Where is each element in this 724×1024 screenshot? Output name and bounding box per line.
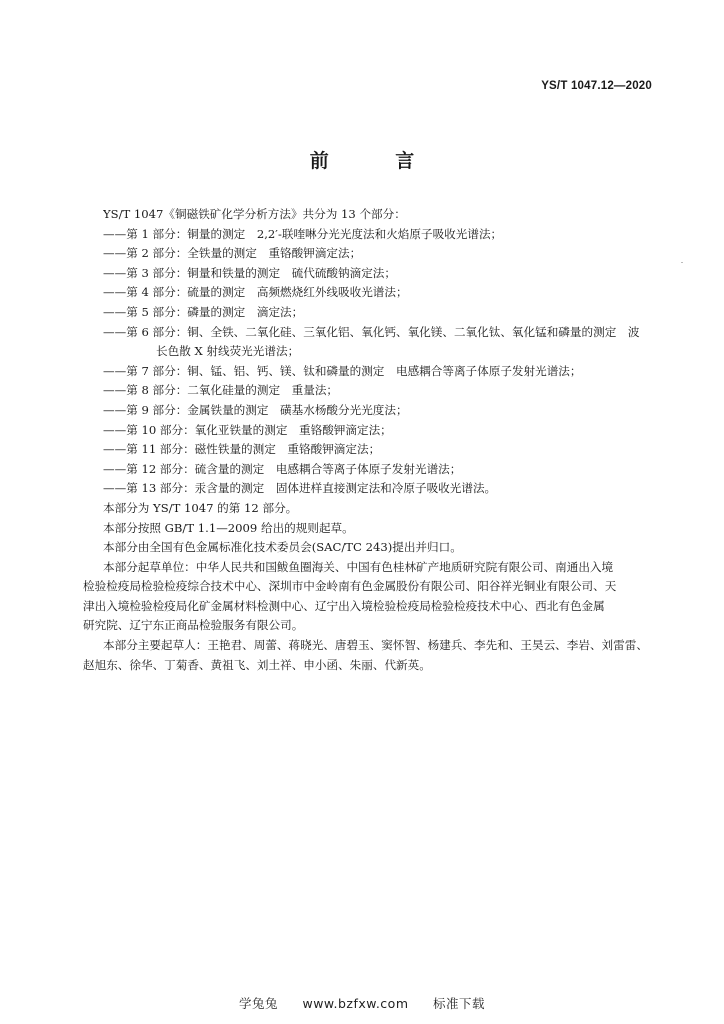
- download-footer: [0, 994, 724, 1012]
- part-item: ——第 9 部分：金属铁量的测定 磺基水杨酸分光光度法；: [103, 402, 408, 417]
- statement-line: 本部分按照 GB/T 1.1—2009 给出的规则起草。: [103, 520, 354, 535]
- part-item: ——第 8 部分：二氧化硅量的测定 重量法；: [103, 383, 339, 398]
- footer-site-name: 学兔兔: [238, 996, 278, 1011]
- drafting-units-line: 研究院、辽宁东正商品检验服务有限公司。: [83, 618, 304, 633]
- footer-tagline: 标准下载: [433, 996, 486, 1011]
- part-item: ——第 4 部分：硫量的测定 高频燃烧红外线吸收光谱法；: [103, 285, 408, 300]
- drafters-line: 赵旭东、徐华、丁菊香、黄祖飞、刘土祥、申小函、朱丽、代新英。: [83, 657, 431, 672]
- intro-line: YS/T 1047《铜磁铁矿化学分析方法》共分为 13 个部分：: [103, 207, 406, 221]
- footer-url-link[interactable]: www.bzfxw.com: [302, 996, 409, 1011]
- part-item: ——第 5 部分：磷量的测定 滴定法；: [103, 304, 304, 319]
- drafting-units-line: 本部分起草单位：中华人民共和国鲅鱼圈海关、中国有色桂林矿产地质研究院有限公司、南通出入境: [103, 559, 614, 574]
- drafting-units-line: 检验检疫局检验检疫综合技术中心、深圳市中金岭南有色金属股份有限公司、阳谷祥光铜业有限公司、天: [83, 579, 617, 594]
- part-item: ——第 10 部分：氧化亚铁量的测定 重铬酸钾滴定法；: [103, 422, 392, 437]
- part-item: ——第 7 部分：铜、锰、铝、钙、镁、钛和磷量的测定 电感耦合等离子体原子发射光谱法；: [103, 363, 582, 378]
- page-title: 前 言: [309, 150, 445, 172]
- part-item: ——第 6 部分：铜、全铁、二氧化硅、三氧化铝、氧化钙、氧化镁、二氧化钛、氧化锰和磷量的测定 波: [103, 324, 640, 339]
- part-item: ——第 12 部分：硫含量的测定 电感耦合等离子体原子发射光谱法；: [103, 461, 462, 476]
- part-item: ——第 1 部分：铜量的测定 2,2′-联喹啉分光光度法和火焰原子吸收光谱法；: [103, 226, 503, 241]
- part-item-continuation: 长色散 X 射线荧光光谱法；: [156, 344, 300, 359]
- standard-code: YS/T 1047.12—2020: [541, 80, 652, 92]
- part-item: ——第 2 部分：全铁量的测定 重铬酸钾滴定法；: [103, 246, 362, 261]
- part-item: ——第 11 部分：磁性铁量的测定 重铬酸钾滴定法；: [103, 442, 381, 457]
- foreword-body: [83, 205, 663, 675]
- statement-line: 本部分为 YS/T 1047 的第 12 部分。: [103, 500, 298, 515]
- drafting-units-line: 津出入境检验检疫局化矿金属材料检测中心、辽宁出入境检验检疫局检验检疫技术中心、西北有色金属: [83, 598, 605, 613]
- scan-speck: [681, 262, 683, 263]
- part-item: ——第 3 部分：铜量和铁量的测定 硫代硫酸钠滴定法；: [103, 265, 396, 280]
- drafters-line: 本部分主要起草人：王艳君、周蕾、蒋晓光、唐碧玉、窦怀智、杨建兵、李先和、王昊云、李岩、刘雷雷、: [103, 638, 648, 653]
- statement-line: 本部分由全国有色金属标准化技术委员会(SAC/TC 243)提出并归口。: [103, 540, 462, 555]
- part-item: ——第 13 部分：汞含量的测定 固体进样直接测定法和冷原子吸收光谱法。: [103, 481, 497, 496]
